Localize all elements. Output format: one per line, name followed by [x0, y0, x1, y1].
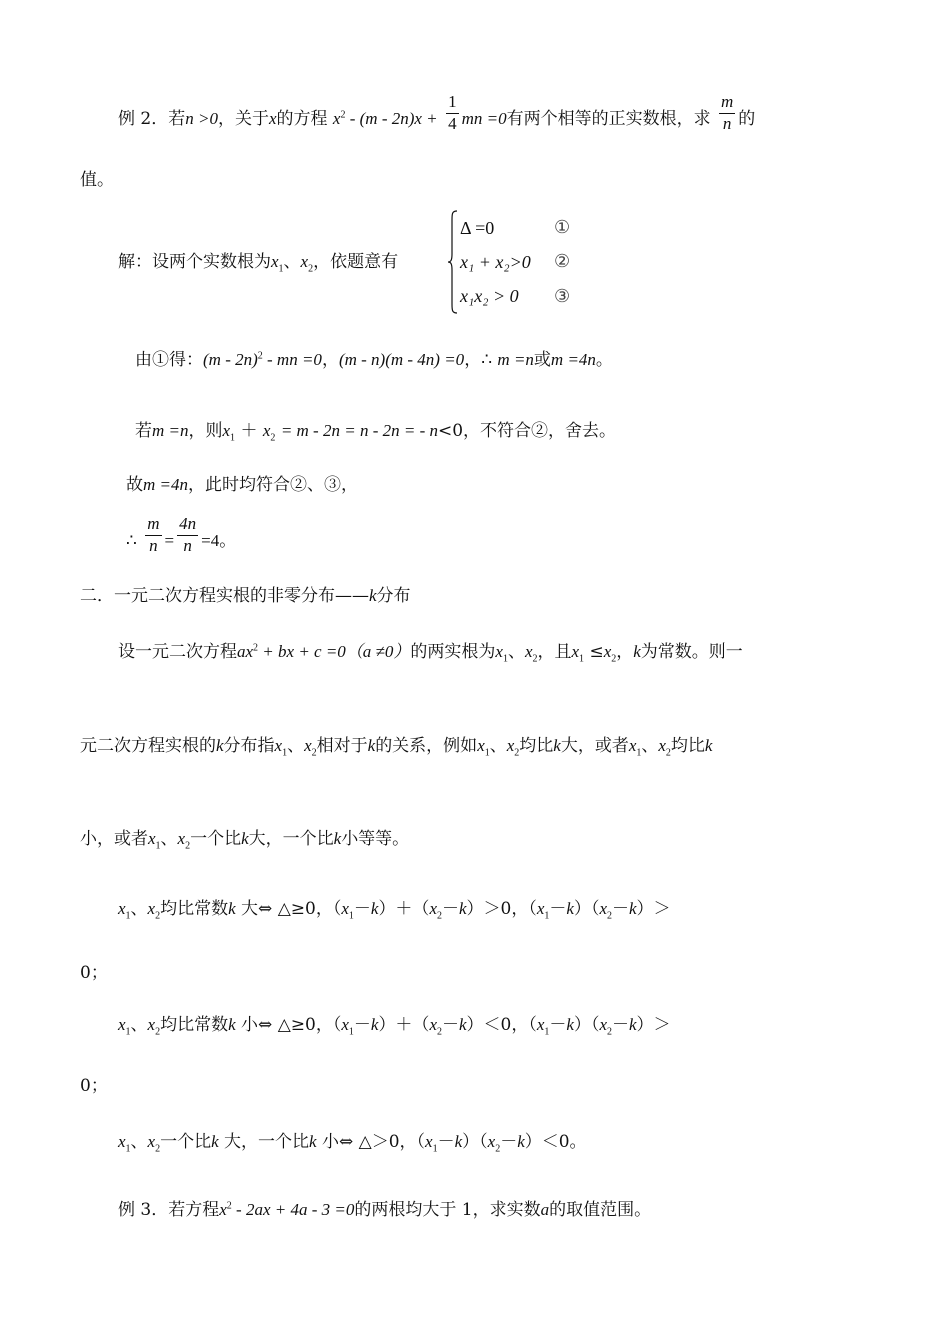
c1-k5: k [629, 899, 637, 918]
c1-e: ）＞0，（ [466, 899, 537, 919]
frac-one-quarter [446, 92, 459, 133]
ex3-b: 的两根均大于 1，求实数 [354, 1200, 541, 1220]
system-row-1: Δ =0 [460, 218, 495, 238]
case-1-tail: 0； [80, 963, 108, 983]
p2-b: 分布指 [223, 736, 275, 756]
p2-sep3: 、 [641, 736, 659, 756]
c2-k2: k [370, 1015, 379, 1034]
result-frac-1 [145, 514, 161, 555]
p1-k: k [633, 642, 641, 661]
if-c: ，则 [188, 421, 223, 441]
if-e: <0，不符合②，舍去。 [438, 421, 617, 441]
frac-num: 1 [446, 92, 459, 114]
p1-f: 为常数。则一 [640, 642, 743, 662]
c1-x1c: x [536, 899, 545, 918]
c2-k4: k [566, 1015, 574, 1034]
c1-b: 大⇔ △≥0，（ [241, 899, 342, 919]
mark-2: ② [554, 251, 571, 272]
sol-sep: 、 [283, 252, 301, 272]
c3-x1: x [118, 1132, 126, 1151]
c1-k: k [228, 899, 236, 918]
c1-c2: － [441, 899, 459, 919]
ex2-intro: 例 2．若 [118, 109, 186, 130]
p1-cond: （a ≠0） [345, 642, 411, 661]
c3-f: ）（ [462, 1132, 488, 1152]
p1-sep: 、 [507, 642, 525, 662]
from1-g: m =n [497, 350, 534, 369]
c3-minus1: － [437, 1132, 455, 1152]
so-c: ，此时均符合②、③， [188, 475, 358, 495]
res-den1: n [149, 535, 158, 555]
c3-sep: 、 [130, 1132, 148, 1152]
result-therefore: ∴ [126, 531, 137, 551]
frac-m-over-n [719, 92, 735, 133]
res-num2: 4n [177, 514, 198, 536]
c2-x2b: x [429, 1015, 437, 1034]
c2-e: ）＜0，（ [466, 1015, 537, 1035]
c2-g: ）＞ [636, 1015, 671, 1035]
p3-x1: x [148, 829, 156, 848]
c3-a: 一个比 [160, 1132, 212, 1152]
solution-lead: 解：设两个实数根为$x_1$、$x_2$，依题意有 [118, 252, 399, 275]
para-1: 设一元二次方程$ax^2$ + bx + c =0（a ≠0）的两实根为$x_1$、$x_2$，且$x_1 \le x_2$，k为常数。则一 [118, 642, 743, 665]
res-den2: n [183, 535, 192, 555]
heading-k: k [369, 586, 377, 605]
p1-eq: ax [237, 642, 254, 661]
frac-den: 4 [448, 113, 457, 133]
p3-c: 大，一个比 [248, 829, 334, 849]
if-b: m =n [152, 421, 189, 440]
p1-eq2: + bx + c =0 [258, 642, 346, 661]
from1-a: 由①得： [135, 350, 203, 370]
c3-x1b: x [425, 1132, 433, 1151]
c1-g: ）＞ [636, 899, 671, 919]
var-x: x [268, 109, 277, 129]
c2-c3: － [549, 1015, 567, 1035]
p3-k2: k [333, 829, 342, 848]
ex3-line: 例 3．若方程$x^2 - 2ax + 4a - 3 =0$的两根均大于 1，求实数a的取值范围。 [118, 1200, 652, 1220]
system-brace [448, 210, 458, 314]
from1-i: m =4n [550, 350, 596, 369]
c3-x2b: x [487, 1132, 496, 1151]
from1-h: 或 [533, 350, 551, 370]
ex2-line-2: 值。 [80, 170, 114, 190]
c2-x2c: x [599, 1015, 607, 1034]
p2-x1b: x [477, 736, 485, 755]
section2-heading [80, 587, 411, 605]
case-2-tail: 0； [80, 1076, 108, 1096]
c2-k: k [228, 1015, 236, 1034]
p1-b: 的两实根为 [410, 642, 496, 662]
c3-b: 大，一个比 [224, 1132, 310, 1152]
c2-c4: － [612, 1015, 629, 1035]
res-tail: =4 [201, 531, 220, 551]
ex2-tail: 有两个相等的正实数根，求 [506, 109, 711, 130]
from1-d: ， [321, 350, 339, 370]
therefore-sign: ∴ [481, 350, 493, 369]
c1-k4: k [566, 899, 574, 918]
p3-d: 小等等。 [341, 829, 410, 849]
c2-c2: － [441, 1015, 459, 1035]
c3-k4: k [517, 1132, 525, 1151]
system-row-2: x₁ + x₂>0 [460, 252, 531, 272]
c1-x1: x [118, 899, 126, 918]
c3-minus2: － [500, 1132, 518, 1152]
ex3-c: 的取值范围。 [549, 1200, 652, 1220]
so-a: 故 [126, 475, 143, 495]
ex3-eq2: - 2ax + 4a - 3 =0 [231, 1200, 355, 1219]
p2-a: 元二次方程实根的 [80, 736, 216, 756]
c2-k5: k [629, 1015, 637, 1034]
heading-b: 分布 [376, 586, 411, 606]
from1-c: - mn =0 [262, 350, 322, 369]
p2-sep: 、 [287, 736, 305, 756]
p2-x2: x [304, 736, 312, 755]
so-b: m =4n [143, 475, 188, 494]
if-x1: x [222, 421, 231, 440]
case-2-line: $x_1$、$x_2$均比常数k 小⇔ △≥0，$(x_1-k)+(x_2-k)<0$，$(x_1-k)(x_2-k)>$ [118, 1015, 671, 1038]
if-m-eq-n-line: 若m =n，则$x_1 + x_2 = m - 2n = n - 2n$ = - n<0，不符合②，舍去。 [135, 421, 617, 444]
mark-1: ① [554, 217, 571, 238]
from-eq1-line: 由①得：(m - 2n)$^2$ - mn =0，(m - n)(m - 4n) =0，∴ m =n或m =4n。 [135, 350, 613, 370]
if-d: = m - 2n = n - 2n = - n [280, 421, 438, 440]
from1-b: (m - 2n) [203, 350, 258, 369]
c1-f: ）（ [573, 899, 600, 919]
p2-c: 相对于 [316, 736, 368, 756]
c2-x1c: x [536, 1015, 545, 1034]
p1-x1: x [495, 642, 503, 661]
c2-b: 小⇔ △≥0，（ [241, 1015, 342, 1035]
c2-k3: k [458, 1015, 467, 1034]
c2-sep: 、 [130, 1015, 148, 1035]
c3-x2: x [147, 1132, 156, 1151]
p1-x2b: x [603, 642, 612, 661]
c1-c3: － [549, 899, 567, 919]
c1-k2: k [370, 899, 379, 918]
para-2: 元二次方程实根的k分布指$x_1$、$x_2$相对于k的关系，例如$x_1$、$x_2$均比k大，或者$x_1$、$x_2$均比k [80, 736, 713, 759]
eq-tail: mn =0 [461, 109, 507, 129]
p3-a: 小，或者 [80, 829, 148, 849]
sol-x2: x [300, 252, 309, 271]
ex3-eq1: x [219, 1200, 227, 1219]
res-num1: m [145, 514, 161, 536]
eq-middle: - (m - 2n)x + [345, 109, 438, 129]
ask-num: m [719, 92, 735, 114]
c3-k: k [211, 1132, 219, 1151]
from1-f: ， [464, 350, 482, 370]
p3-sep: 、 [160, 829, 178, 849]
p2-e: 均比 [519, 736, 554, 756]
p3-x2: x [177, 829, 186, 848]
case-3-line: $x_1$、$x_2$一个比k 大，一个比k 小⇔ △＞0，$(x_1-k)(x_2-k)<0$。 [118, 1132, 587, 1155]
result-frac-2 [177, 514, 198, 555]
p1-e: ， [616, 642, 634, 662]
p1-d: ≤ [589, 642, 604, 662]
p2-k2: k [367, 736, 376, 755]
c1-x1b: x [341, 899, 349, 918]
p2-d: 的关系，例如 [375, 736, 478, 756]
so-line [126, 476, 358, 494]
p1-x2: x [524, 642, 533, 661]
p3-k1: k [241, 829, 249, 848]
c3-k3: k [454, 1132, 463, 1151]
p1-x1b: x [571, 642, 580, 661]
case-1-line: $x_1$、$x_2$均比常数k 大⇔ △≥0，$(x_1-k)+(x_2-k)>0$，$(x_1-k)(x_2-k)>$ [118, 899, 671, 922]
c1-a: 均比常数 [160, 899, 229, 919]
cond-n-positive: n >0 [185, 109, 218, 129]
c1-k3: k [458, 899, 467, 918]
p2-g: 均比 [670, 736, 705, 756]
if-a: 若 [135, 421, 152, 441]
p2-k3: k [553, 736, 561, 755]
p1-a: 设一元二次方程 [118, 642, 237, 662]
eq-x: x [332, 109, 341, 129]
from1-j: 。 [595, 350, 613, 370]
c2-a: 均比常数 [160, 1015, 229, 1035]
heading-a: 二．一元二次方程实根的非零分布—— [80, 586, 369, 606]
ex3-a: 例 3．若方程 [118, 1200, 220, 1220]
p2-x1: x [274, 736, 283, 755]
c2-f: ）（ [573, 1015, 600, 1035]
c3-d: ）＜0。 [524, 1132, 587, 1152]
ex2-ask-tail: 的 [738, 109, 756, 130]
p3-b: 一个比 [190, 829, 242, 849]
c1-x2c: x [599, 899, 607, 918]
ex2-line-1: 例 2．若n >0，关于x的方程 $x^2 - (m - 2n)x$ + $\frac{1}{4}$ mn =0有两个相等的正实数根，求 $\frac{m}{n}$ 的 [118, 92, 756, 133]
c1-sep: 、 [130, 899, 148, 919]
mark-3: ③ [554, 286, 571, 307]
c1-c: － [353, 899, 371, 919]
system-row-3: x₁x₂ > 0 [460, 286, 519, 306]
result-line: ∴ $\frac{m}{n}$ = $\frac{4n}{n}$ =4。 [126, 514, 237, 555]
ask-den: n [722, 113, 732, 133]
p2-f: 大，或者 [560, 736, 629, 756]
c2-x1b: x [341, 1015, 349, 1034]
from1-e: (m - n)(m - 4n) =0 [338, 350, 465, 369]
sol-x1: x [271, 252, 279, 271]
p2-sep2: 、 [489, 736, 507, 756]
sol-per-text: ，依题意有 [313, 252, 399, 272]
ex3-var-a: a [540, 1200, 550, 1219]
c3-c: 小⇔ △＞0，（ [322, 1132, 426, 1152]
para-3: 小，或者$x_1$、$x_2$一个比k大，一个比k小等等。 [80, 829, 410, 852]
c1-c4: － [612, 899, 629, 919]
c2-c: － [353, 1015, 371, 1035]
ex2-about: ，关于 [217, 109, 269, 130]
p2-x2b: x [506, 736, 515, 755]
p1-c: ，且 [537, 642, 572, 662]
p2-x2c: x [658, 736, 666, 755]
p2-k4: k [704, 736, 713, 755]
p2-k1: k [216, 736, 224, 755]
c2-d: ）＋（ [378, 1015, 430, 1035]
p2-x1c: x [628, 736, 637, 755]
res-end: 。 [219, 531, 237, 552]
c1-d: ）＋（ [378, 899, 430, 919]
c1-x2b: x [429, 899, 437, 918]
c2-x2: x [147, 1015, 156, 1034]
ex2-eq-of: 的方程 [276, 109, 328, 130]
solution-lead-text: 解：设两个实数根为 [118, 252, 271, 272]
c3-k2: k [309, 1132, 317, 1151]
c1-x2: x [147, 899, 156, 918]
c2-x1: x [118, 1015, 126, 1034]
if-x2: x [262, 421, 271, 440]
